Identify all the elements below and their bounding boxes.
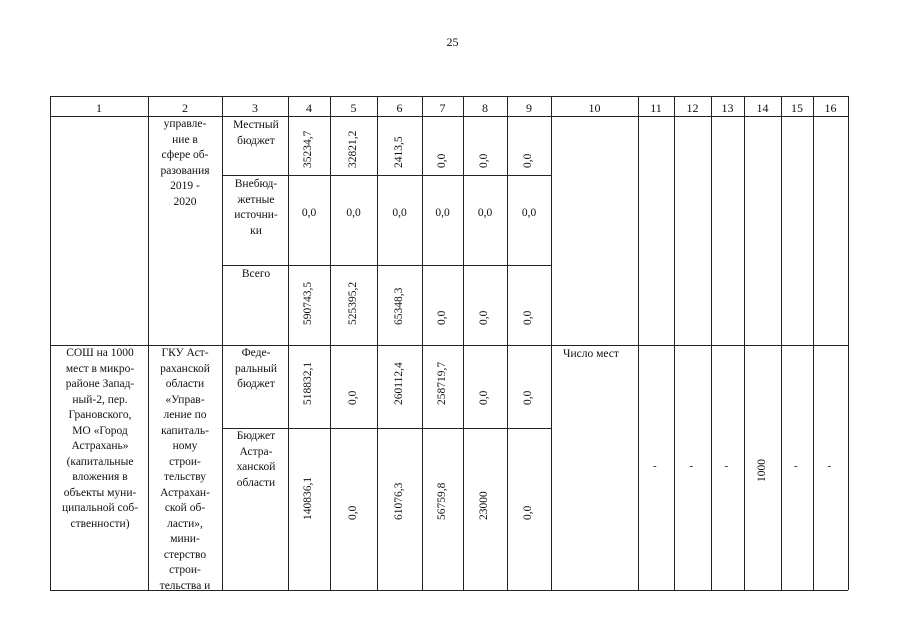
column-border: [813, 96, 814, 590]
amount-value: 0,0: [522, 390, 534, 405]
column-header-3: 3: [252, 101, 258, 115]
amount-value: 0,0: [392, 207, 407, 219]
page-number: 25: [446, 35, 459, 49]
executor-text: 2019 -: [170, 180, 200, 192]
funding-source: ральный: [235, 362, 277, 375]
funding-source: ки: [250, 224, 262, 237]
column-header-9: 9: [526, 101, 532, 115]
amount-value: 0,0: [478, 390, 490, 405]
amount-value: 0,0: [522, 505, 534, 520]
indicator-label: Число мест: [563, 348, 619, 360]
amount-value: 0,0: [301, 207, 317, 219]
column-border: [463, 96, 464, 590]
executor-text: разования: [160, 164, 210, 177]
funding-source: бюджет: [237, 378, 275, 390]
column-border: [674, 96, 675, 590]
column-header-1: 1: [96, 101, 102, 115]
object-description: СОШ на 1000: [66, 347, 134, 359]
amount-value: 525395,2: [346, 281, 359, 325]
executor-text: Астрахан-: [160, 486, 210, 499]
executor-text: ление по: [163, 409, 207, 421]
table-top-border: [50, 96, 848, 97]
executor-text: ние в: [172, 133, 198, 146]
amount-value: 0,0: [435, 207, 450, 219]
amount-value: 0,0: [522, 153, 534, 168]
executor-text: раханской: [160, 362, 210, 375]
executor-text: области: [165, 378, 205, 390]
column-header-14: 14: [756, 101, 769, 115]
column-header-5: 5: [350, 101, 357, 115]
funding-source: ханской: [236, 461, 276, 473]
funding-source: Внебюд-: [234, 178, 278, 190]
amount-value: 0,0: [435, 153, 448, 168]
column-header-4: 4: [306, 101, 312, 115]
column-header-15: 15: [791, 101, 803, 115]
dash-value: -: [689, 460, 694, 472]
column-border: [288, 96, 289, 590]
column-header-8: 8: [482, 101, 488, 115]
amount-value: 590743,5: [302, 281, 314, 325]
funding-source: источни-: [234, 209, 278, 221]
column-border: [781, 96, 782, 590]
executor-text: ской об-: [164, 502, 206, 514]
amount-value: 2413,5: [392, 136, 405, 168]
column-border: [330, 96, 331, 590]
object-description: вложения в: [72, 471, 128, 483]
amount-value: 0,0: [346, 207, 361, 219]
executor-text: строи-: [169, 455, 201, 468]
funding-source: Астра-: [239, 445, 273, 458]
amount-value: 0,0: [346, 505, 359, 520]
executor-text: ному: [172, 440, 198, 452]
dash-value: -: [794, 460, 798, 472]
amount-value: 23000: [478, 491, 490, 520]
funding-source: области: [236, 476, 276, 489]
amount-value: 0,0: [521, 207, 537, 219]
amount-value: 260112,4: [392, 362, 405, 405]
dash-value: -: [653, 460, 657, 472]
column-header-6: 6: [396, 101, 403, 115]
funding-source: Всего: [241, 268, 271, 280]
object-description: мест в микро-: [65, 362, 135, 375]
column-header-12: 12: [686, 101, 699, 115]
executor-text: сфере об-: [161, 149, 209, 161]
column-border: [422, 96, 423, 590]
dash-value: -: [724, 460, 729, 472]
executor-text: 2020: [173, 195, 197, 208]
column-border: [507, 96, 508, 590]
object-description: ципальной соб-: [61, 502, 139, 514]
column-border: [744, 96, 745, 590]
column-header-7: 7: [439, 101, 446, 115]
funding-source: Местный: [233, 119, 279, 131]
executor-text: ГКУ Аст-: [161, 347, 209, 359]
column-border: [638, 96, 639, 590]
amount-value: 258719,7: [435, 361, 448, 405]
executor-text: тельства и: [159, 579, 211, 592]
amount-value: 140836,1: [302, 476, 314, 520]
amount-value: 61076,3: [392, 482, 405, 520]
column-border: [711, 96, 712, 590]
column-header-13: 13: [721, 101, 734, 115]
executor-text: ласти»,: [167, 517, 203, 530]
object-description: ный-2, пер.: [72, 393, 128, 406]
column-header-2: 2: [182, 101, 188, 115]
column-border: [222, 96, 223, 590]
object-description: МО «Город: [72, 424, 128, 437]
executor-text: тельству: [163, 471, 207, 483]
amount-value: 0,0: [477, 207, 493, 219]
dash-value: -: [827, 460, 832, 472]
column-header-10: 10: [588, 101, 601, 115]
column-header-11: 11: [650, 101, 662, 115]
amount-value: 0,0: [478, 153, 490, 168]
amount-value: 0,0: [478, 310, 490, 325]
executor-text: стерство: [163, 548, 207, 561]
object-description: районе Запад-: [65, 378, 135, 390]
column-header-16: 16: [824, 101, 837, 115]
amount-value: 65348,3: [392, 287, 405, 325]
column-border: [377, 96, 378, 590]
executor-text: «Управ-: [165, 393, 205, 406]
object-description: (капитальные: [66, 455, 134, 468]
amount-value: 32821,2: [346, 130, 359, 168]
row-divider: [222, 265, 551, 266]
executor-text: управле-: [163, 118, 207, 130]
amount-value: 518832,1: [302, 361, 314, 405]
column-border: [50, 96, 51, 590]
amount-value: 35234,7: [302, 130, 314, 168]
target-value: 1000: [755, 459, 768, 482]
row-divider: [222, 175, 551, 176]
funding-source: жетные: [237, 193, 275, 206]
executor-text: мини-: [170, 533, 200, 545]
executor-text: строи-: [169, 564, 201, 576]
executor-text: капиталь-: [161, 424, 209, 437]
object-description: Астрахань»: [71, 440, 129, 452]
object-description: ственности): [70, 517, 130, 530]
amount-value: 0,0: [522, 310, 534, 325]
funding-source: бюджет: [237, 134, 275, 147]
funding-source: Бюджет: [236, 430, 276, 442]
object-description: Грановского,: [68, 409, 132, 421]
column-border: [848, 96, 849, 590]
column-border: [551, 96, 552, 590]
funding-source: Феде-: [241, 347, 271, 359]
amount-value: 56759,8: [435, 482, 448, 520]
object-description: объекты муни-: [63, 486, 137, 499]
amount-value: 0,0: [435, 310, 448, 325]
amount-value: 0,0: [346, 390, 359, 405]
